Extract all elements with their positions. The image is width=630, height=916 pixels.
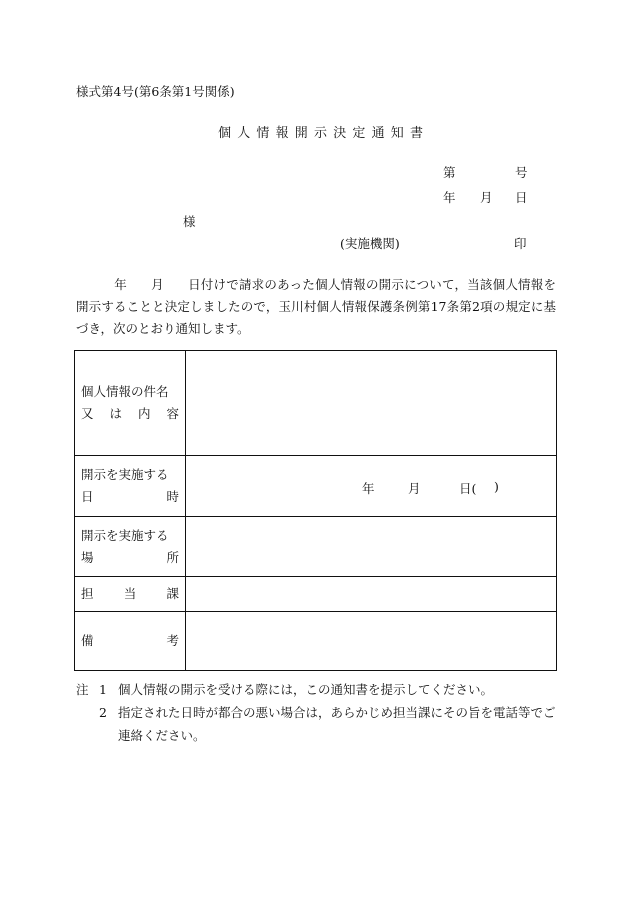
doc-number-suffix: 号 (515, 165, 528, 180)
body-paragraph (76, 274, 556, 340)
note-text: 指定された日時が都合の悪い場合は，あらかじめ担当課にその旨を電話等でご連絡ください。 (118, 705, 556, 743)
datetime-value-cell[interactable] (186, 456, 557, 517)
note-number: 1 (99, 682, 107, 697)
place-label-line1: 開示を実施する (81, 527, 169, 543)
datetime-day-label: 日( (459, 481, 477, 496)
datetime-label-cell (75, 456, 186, 517)
place-label-cell (75, 517, 186, 577)
datetime-label-line1: 開示を実施する (81, 467, 169, 482)
datetime-close-paren: ) (494, 479, 499, 494)
note-item (76, 678, 566, 701)
section-value-cell[interactable] (186, 577, 557, 612)
body-text: 日付けで請求のあった個人情報の開示について，当該個人情報を開示することと決定しましたので，玉川村個人情報保護条例第17条第2項の規定に基づき，次のとおり通知します。 (76, 277, 556, 336)
date-day-label: 日 (515, 190, 528, 205)
addressee-honorific: 様 (183, 214, 196, 229)
body-year-label: 年 (114, 277, 127, 292)
subject-value-cell[interactable] (186, 351, 557, 456)
note-text: 個人情報の開示を受ける際には，この通知書を提示してください。 (118, 682, 494, 697)
info-table (74, 350, 557, 671)
body-month-label: 月 (150, 277, 164, 292)
datetime-year-label: 年 (362, 481, 375, 496)
issuer-seal: 印 (514, 236, 527, 251)
date-month-label: 月 (480, 190, 493, 205)
subject-label-cell (75, 351, 186, 456)
issuer-org-label: (実施機関) (340, 236, 400, 251)
datetime-month-label: 月 (408, 481, 421, 496)
note-item (76, 701, 566, 747)
note-number: 2 (99, 705, 107, 720)
subject-label-line1: 個人情報の件名 (81, 384, 169, 399)
section-label: 担 当 課 (81, 586, 179, 601)
datetime-label-line2: 日 時 (81, 489, 179, 504)
doc-number-prefix: 第 (443, 165, 456, 180)
notes-section (76, 678, 566, 747)
subject-row (75, 351, 557, 456)
document-title: 個人情報開示決定通知書 (218, 126, 430, 141)
remarks-label: 備 考 (81, 633, 179, 648)
section-label-cell (75, 577, 186, 612)
place-label-line2: 場 所 (81, 549, 179, 565)
place-row (75, 517, 557, 577)
place-value-cell[interactable] (186, 517, 557, 577)
section-row (75, 577, 557, 612)
date-year-label: 年 (443, 190, 456, 205)
form-code: 様式第4号(第6条第1号関係) (76, 84, 235, 99)
notes-head: 注 (76, 682, 89, 697)
remarks-label-cell (75, 612, 186, 671)
datetime-row (75, 456, 557, 517)
subject-label-line2: 又 は 内 容 (81, 406, 179, 421)
remarks-row (75, 612, 557, 671)
remarks-value-cell[interactable] (186, 612, 557, 671)
